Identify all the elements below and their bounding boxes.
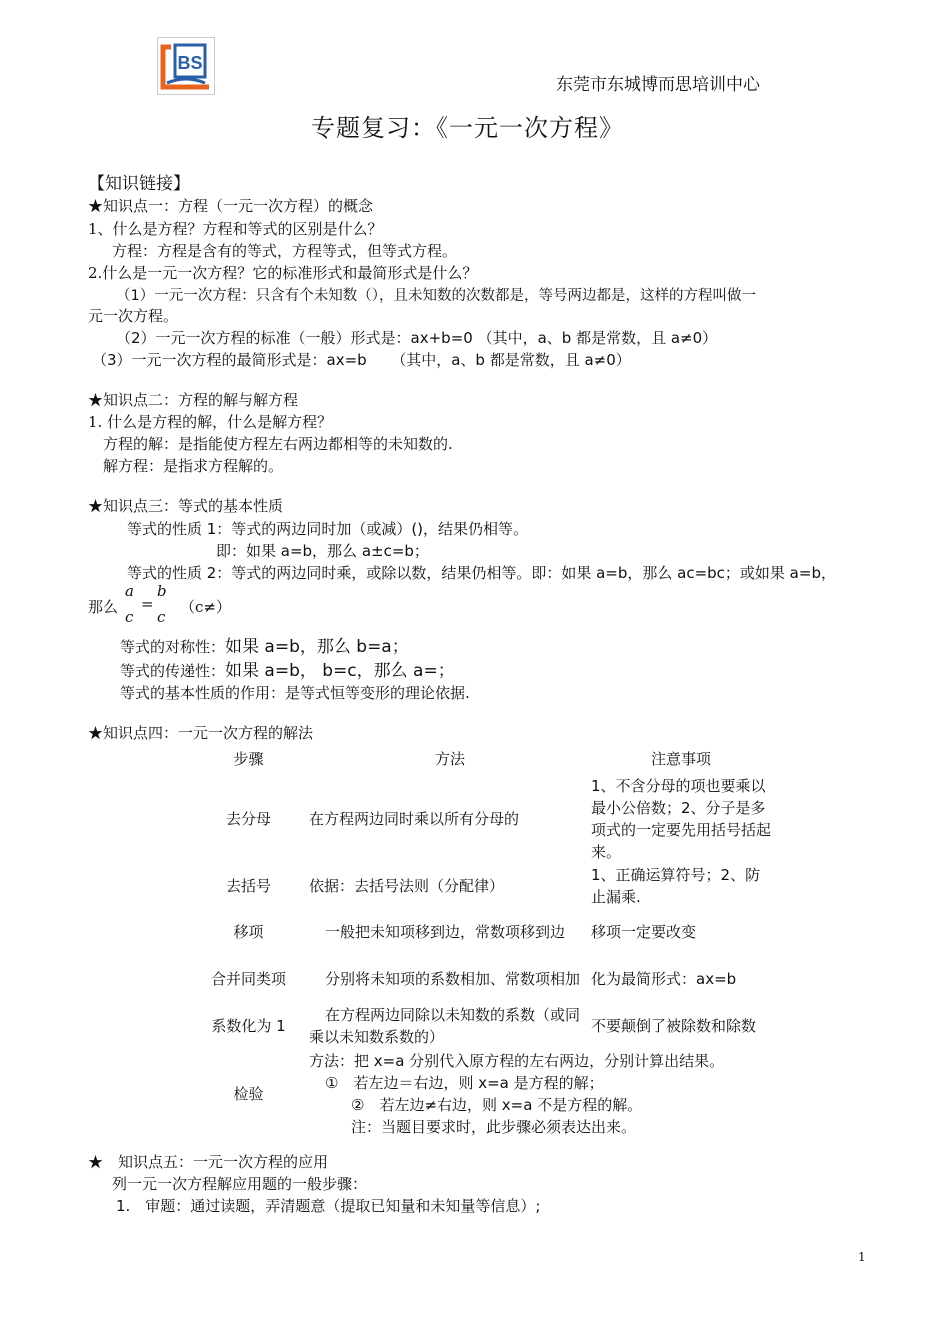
notes-cell: 1、不含分母的项也要乘以最小公倍数；2、分子是多项式的一定要先用括号括起来。 — [591, 777, 772, 861]
symmetry-text: 如果 a=b，那么 b=a； — [225, 637, 409, 657]
kp1-simplest-form: （3）一元一次方程的最简形式是：ax=b （其中，a、b 都是常数，且 a≠0） — [92, 351, 631, 369]
kp1-standard-form: （2）一元一次方程的标准（一般）形式是：ax+b=0 （其中，a、b 都是常数，且 a≠0） — [116, 329, 718, 347]
kp2-answer-solving: 解方程：是指求方程解的。 — [103, 457, 284, 475]
check-method-cell — [301, 1050, 771, 1138]
kp5-intro: 列一元一次方程解应用题的一般步骤： — [112, 1175, 368, 1193]
kp3-role: 等式的基本性质的作用：是等式恒等变形的理论依据. — [120, 684, 470, 702]
page-title: 专题复习：《一元一次方程》 — [311, 114, 624, 142]
table-row — [196, 1002, 771, 1050]
column-header-method: 方法 — [434, 750, 465, 768]
notes-cell: 移项一定要改变 — [591, 923, 697, 941]
kp2-heading: ★知识点二：方程的解与解方程 — [88, 391, 299, 409]
kp5-heading: ★ 知识点五：一元一次方程的应用 — [88, 1153, 329, 1171]
kp1-question-1: 1、什么是方程？方程和等式的区别是什么？ — [88, 220, 383, 238]
step-cell: 去括号 — [225, 877, 271, 895]
method-cell: 一般把未知项移到边，常数项移到边 — [325, 923, 566, 941]
transitivity-label: 等式的传递性： — [120, 662, 226, 680]
kp1-answer-1: 方程：方程是含有的等式，方程等式，但等式方程。 — [112, 242, 458, 260]
check-method: 方法：把 x=a 分别代入原方程的左右两边，分别计算出结果。 — [309, 1052, 725, 1070]
kp2-question: 1. 什么是方程的解，什么是解方程？ — [88, 413, 333, 431]
section-label: 【知识链接】 — [88, 174, 190, 194]
check-note: 注：当题目要求时，此步骤必须表达出来。 — [351, 1118, 637, 1136]
fraction-numerator-b: b — [157, 582, 167, 600]
notes-cell: 1、正确运算符号；2、防止漏乘. — [591, 866, 761, 906]
table-row — [196, 956, 771, 1002]
step-cell: 去分母 — [225, 810, 271, 828]
kp5-step-1: 1. 审题：通过读题，弄清题意（提取已知量和未知量等信息）; — [116, 1197, 541, 1215]
column-header-step: 步骤 — [233, 750, 264, 768]
notes-cell: 不要颠倒了被除数和除数 — [591, 1017, 757, 1035]
fraction-denominator-c: c — [157, 608, 166, 626]
step-cell: 合并同类项 — [210, 970, 286, 988]
kp4-heading: ★知识点四：一元一次方程的解法 — [88, 724, 314, 742]
table-row — [196, 908, 771, 956]
symmetry-label: 等式的对称性： — [120, 638, 226, 656]
kp1-question-2: 2.什么是一元一次方程？它的标准形式和最简形式是什么？ — [88, 264, 478, 282]
fraction-denominator-c: c — [125, 608, 134, 626]
table-row — [196, 1050, 771, 1138]
check-case-1: ① 若左边＝右边，则 x=a 是方程的解； — [325, 1074, 604, 1092]
table-row — [196, 774, 771, 864]
kp3-property-1: 等式的性质 1：等式的两边同时加（或减）()，结果仍相等。 — [127, 520, 529, 538]
kp3-symmetry — [120, 632, 409, 657]
step-cell: 系数化为 1 — [211, 1017, 286, 1035]
step-cell: 检验 — [233, 1085, 264, 1103]
organization-name: 东莞市东城博而思培训中心 — [556, 75, 760, 95]
logo — [157, 37, 215, 95]
kp1-answer-2-line2: 元一次方程。 — [88, 307, 179, 325]
notes-cell: 化为最简形式：ax=b — [591, 970, 737, 988]
check-case-2: ② 若左边≠右边，则 x=a 不是方程的解。 — [351, 1096, 643, 1114]
page-number: 1 — [858, 1250, 866, 1264]
method-cell: 在方程两边同时乘以所有分母的 — [309, 810, 520, 828]
table-header-row — [196, 744, 771, 774]
method-cell: 分别将未知项的系数相加、常数项相加 — [325, 970, 581, 988]
table-row — [196, 864, 771, 908]
solving-steps-table — [196, 744, 771, 1138]
kp2-answer-solution: 方程的解：是指能使方程左右两边都相等的未知数的. — [103, 435, 453, 453]
kp1-heading: ★知识点一：方程（一元一次方程）的概念 — [88, 197, 374, 215]
method-cell: 在方程两边同除以未知数的系数（或同乘以未知数系数的） — [309, 1006, 581, 1046]
kp1-answer-2-line1: （1）一元一次方程：只含有个未知数（），且未知数的次数都是，等号两边都是，这样的方程叫做一 — [116, 288, 756, 304]
kp3-property-2: 等式的性质 2：等式的两边同时乘，或除以数，结果仍相等。即：如果 a=b，那么 ac=bc；或如果 a=b， — [127, 564, 836, 582]
transitivity-text: 如果 a=b， b=c，那么 a=； — [225, 661, 455, 681]
kp3-property-1-example: 即：如果 a=b，那么 a±c=b； — [216, 542, 429, 560]
method-cell: 依据：去括号法则（分配律） — [309, 877, 505, 895]
svg-text:BS: BS — [177, 53, 203, 73]
kp3-then: 那么 — [88, 598, 119, 616]
fraction-condition: （c≠） — [180, 598, 231, 616]
fraction-equals: = — [141, 595, 154, 613]
kp3-transitivity — [120, 656, 455, 681]
step-cell: 移项 — [233, 923, 264, 941]
column-header-notes: 注意事项 — [650, 750, 711, 768]
kp3-heading: ★知识点三：等式的基本性质 — [88, 497, 284, 515]
fraction-numerator-a: a — [125, 582, 134, 600]
